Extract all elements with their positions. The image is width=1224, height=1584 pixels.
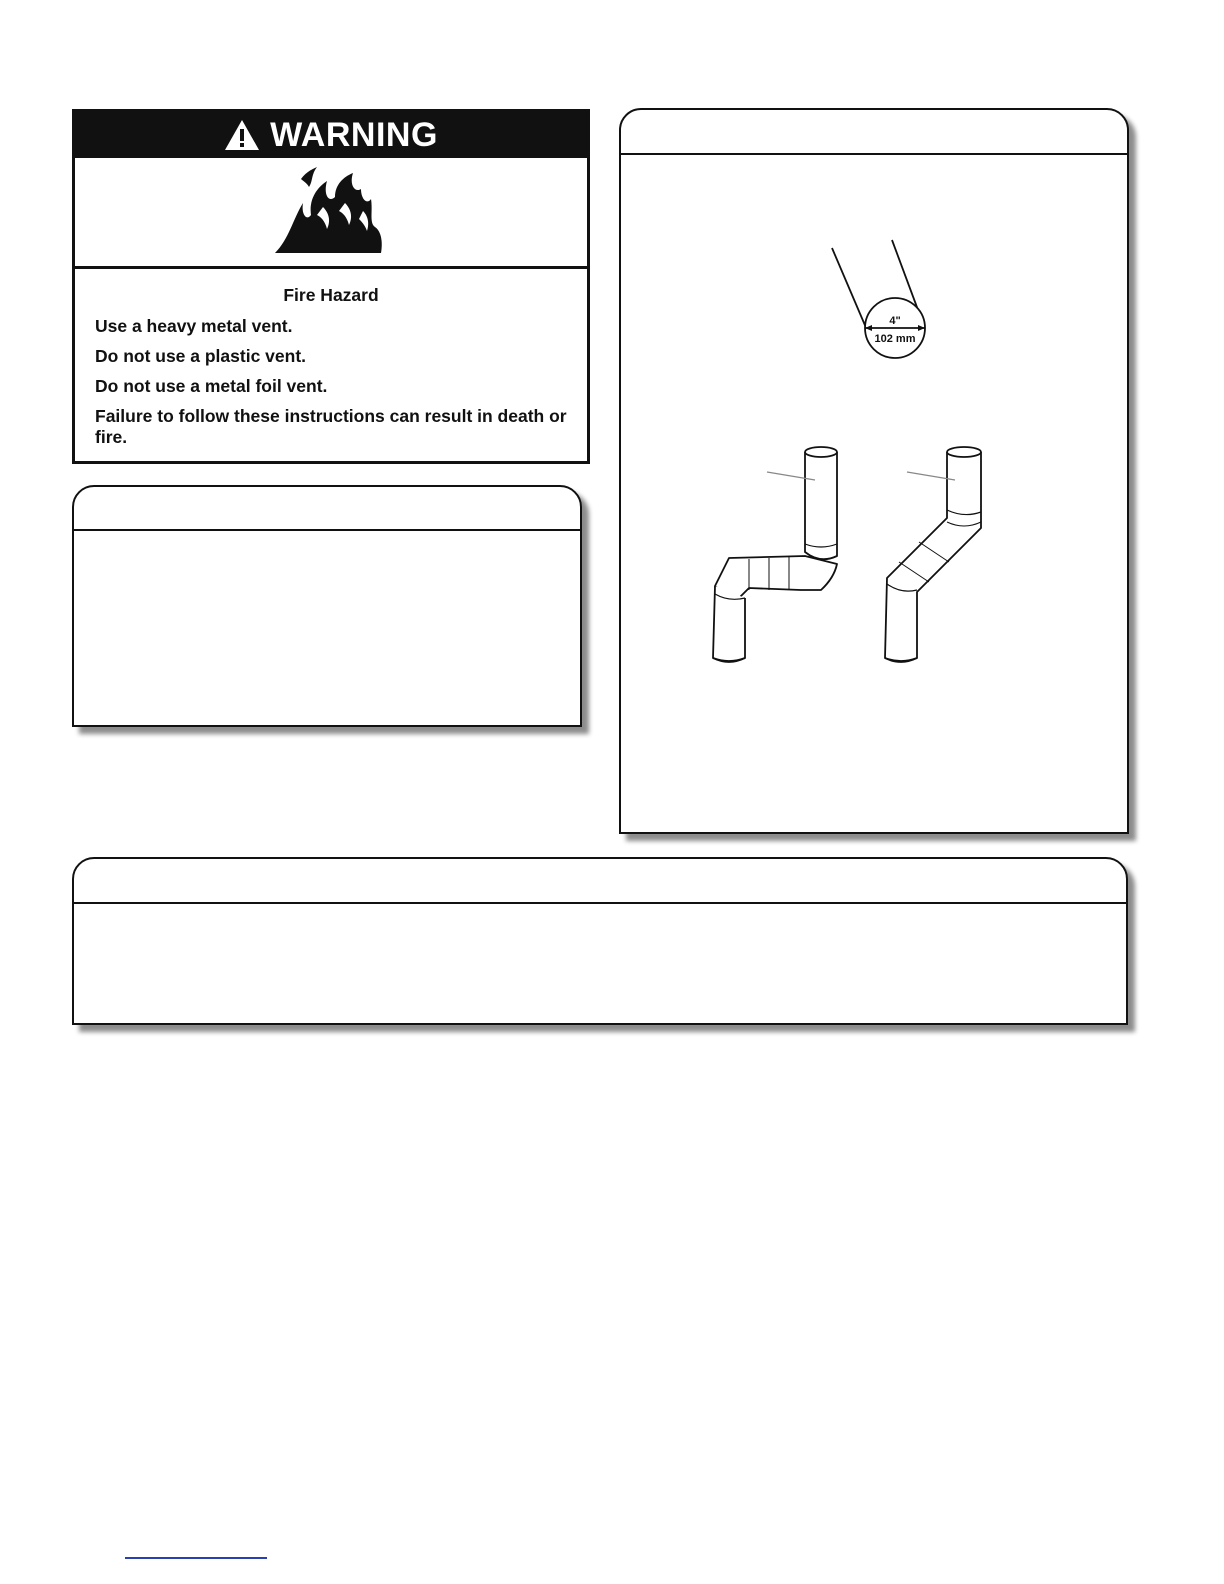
diameter-mm: 102 mm: [874, 333, 916, 345]
fire-icon: [271, 167, 391, 257]
bottom-info-panel: [72, 857, 1128, 1025]
hazard-title: Fire Hazard: [283, 285, 379, 305]
warning-line-3: Do not use a metal foil vent.: [95, 376, 328, 396]
warning-line-1: Use a heavy metal vent.: [95, 316, 293, 336]
left-info-panel: [72, 485, 582, 727]
vent-offset-elbows: [713, 447, 837, 662]
panel-header-rule: [74, 529, 580, 531]
warning-triangle-icon: [224, 119, 260, 151]
warning-signal-word: WARNING: [270, 115, 438, 154]
warning-line-4: Failure to follow these instructions can result in death or fire.: [95, 406, 567, 447]
vent-offset-angled: [885, 447, 981, 662]
vent-diagram: [619, 108, 1129, 834]
warning-header: [75, 112, 587, 158]
warning-line-2: Do not use a plastic vent.: [95, 346, 307, 366]
warning-box: [72, 109, 590, 464]
footer-link-underline[interactable]: [125, 1557, 267, 1559]
panel-header-rule: [74, 902, 1126, 904]
diameter-inches: 4": [889, 315, 901, 327]
